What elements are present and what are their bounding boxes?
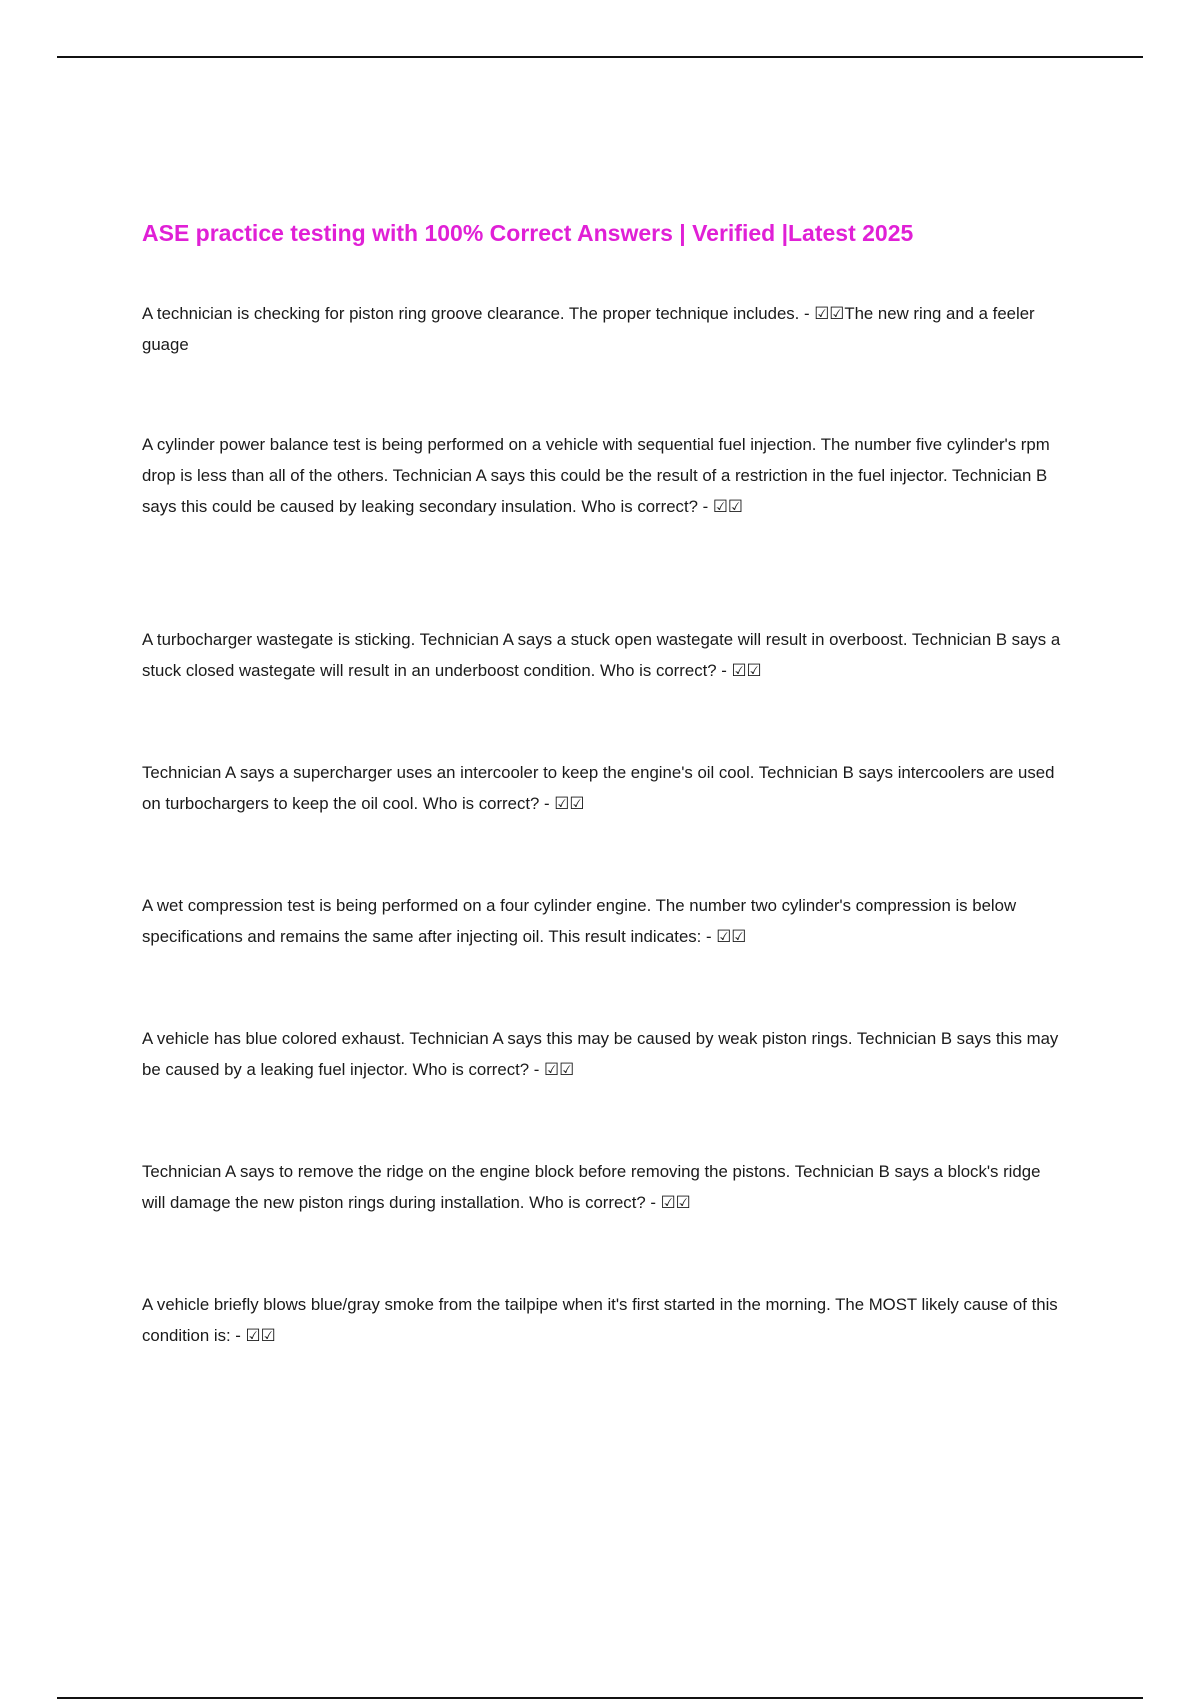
qa-item-3: A turbocharger wastegate is sticking. Technician A says a stuck open wastegate will result in overboost. Technician B says a stuck closed wastegate will result in an underboost condition. Who is correct? - ☑☑ <box>142 630 1061 680</box>
qa-item-7: Technician A says to remove the ridge on the engine block before removing the pistons. Technician B says a block's ridge will damage the new piston rings during installation. Who is correct? - ☑☑ <box>142 1162 1041 1212</box>
document-title: ASE practice testing with 100% Correct Answers | Verified |Latest 2025 <box>142 220 914 246</box>
header-rule <box>57 56 1143 58</box>
qa-item-1: A technician is checking for piston ring groove clearance. The proper technique includes. - ☑☑The new ring and a feeler guage <box>142 304 1035 354</box>
qa-item-8: A vehicle briefly blows blue/gray smoke from the tailpipe when it's first started in the morning. The MOST likely cause of this condition is: - ☑☑ <box>142 1295 1058 1345</box>
qa-item-6: A vehicle has blue colored exhaust. Technician A says this may be caused by weak piston rings. Technician B says this may be caused by a leaking fuel injector. Who is correct? - ☑☑ <box>142 1029 1059 1079</box>
qa-item-2: A cylinder power balance test is being performed on a vehicle with sequential fuel injection. The number five cylinder's rpm drop is less than all of the others. Technician A says this could be the result of a restriction in the fuel injector. Technician B says this could be caused by leaking secondary insulation. Who is correct? - ☑☑ <box>142 435 1050 516</box>
qa-item-5: A wet compression test is being performed on a four cylinder engine. The number two cylinder's compression is below specifications and remains the same after injecting oil. This result indicates: - ☑☑ <box>142 896 1017 946</box>
qa-item-4: Technician A says a supercharger uses an intercooler to keep the engine's oil cool. Technician B says intercoolers are used on turbochargers to keep the oil cool. Who is correct? - ☑☑ <box>142 763 1055 813</box>
footer-rule <box>57 1697 1143 1699</box>
